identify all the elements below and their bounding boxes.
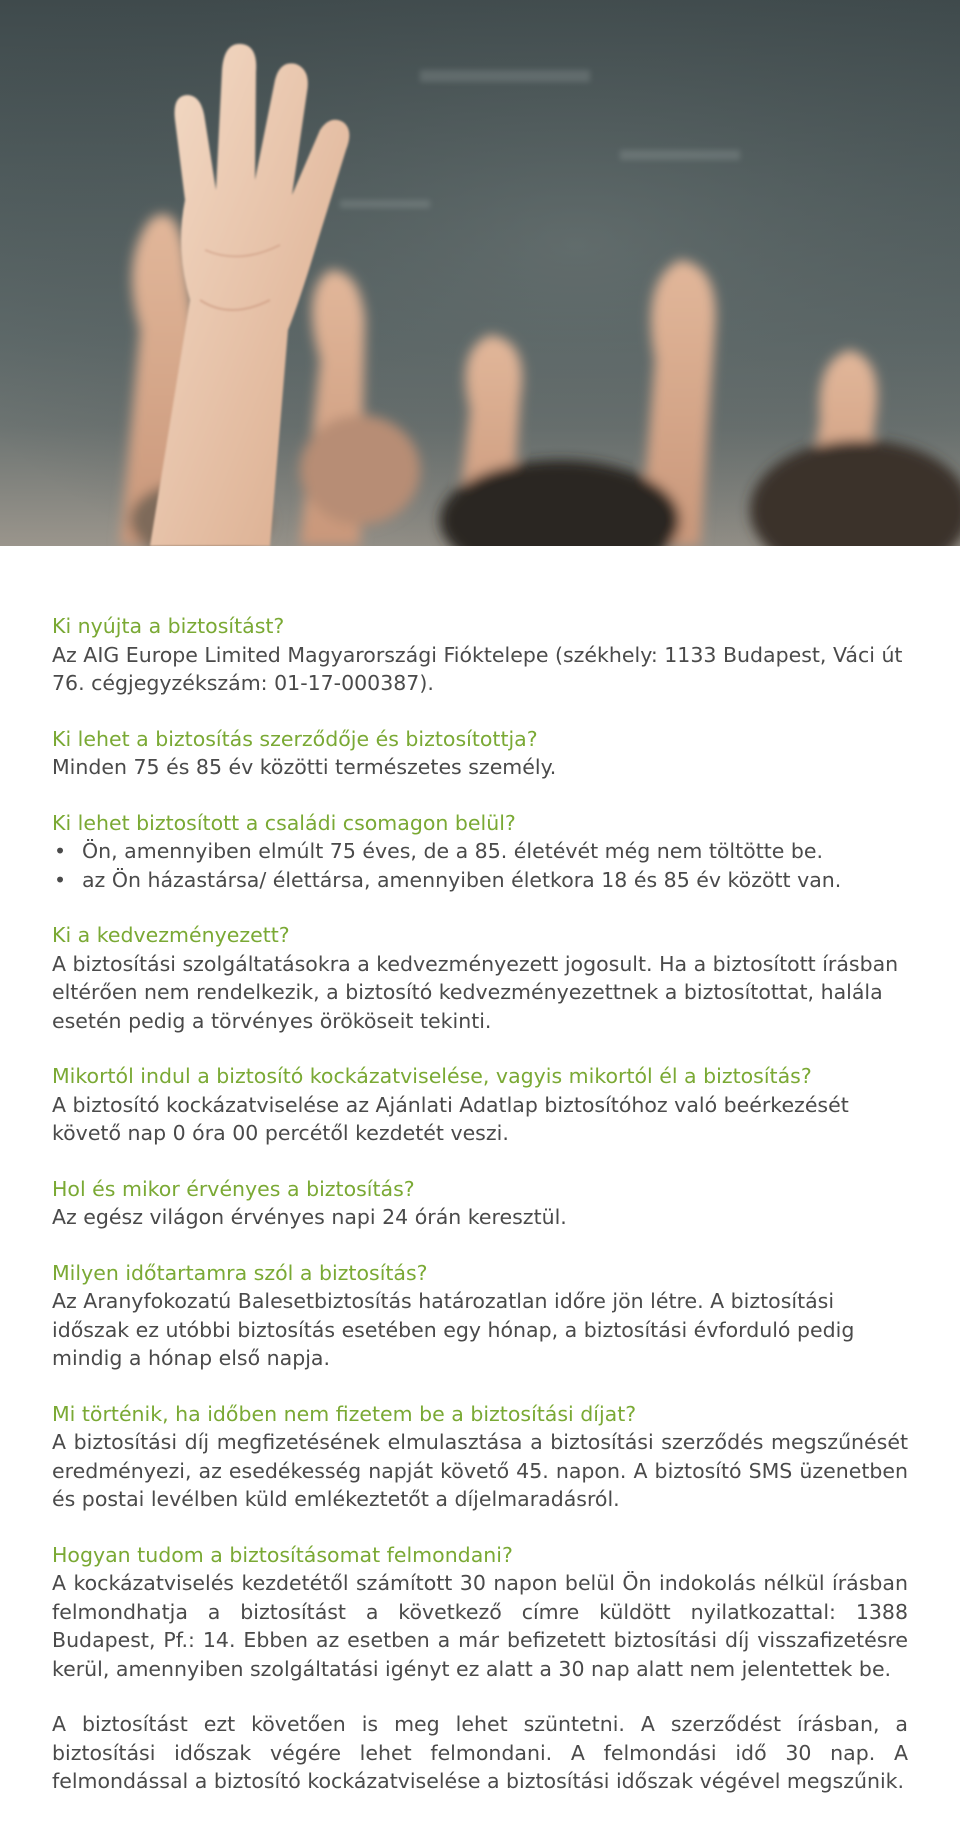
faq-question: Hol és mikor érvényes a biztosítás?	[52, 1176, 415, 1201]
faq-question: Milyen időtartamra szól a biztosítás?	[52, 1260, 428, 1285]
faq-question: Ki lehet a biztosítás szerződője és biztosítottja?	[52, 726, 538, 751]
raised-hands-photo-icon	[0, 0, 960, 546]
faq-answer: A kockázatviselés kezdetétől számított 30 napon belül Ön indokolás nélkül írásban felmondhatja a biztosítást a következő címre küldött nyilatkozattal: 1388 Budapest, Pf.: 14. Ebben az esetben a már befizetett biztosítási díj visszafizetésre kerül, amennyiben szolgáltatási igényt ez alatt a 30 nap alatt nem jelentettek be.	[52, 1571, 908, 1681]
faq-answer: Az Aranyfokozatú Balesetbiztosítás határozatlan időre jön létre. A biztosítási időszak ez utóbbi biztosítás esetében egy hónap, a biztosítási évforduló pedig mindig a hónap első napja.	[52, 1289, 855, 1370]
faq-bullet-item: • az Ön házastársa/ élettársa, amennyiben életkora 18 és 85 év között van.	[52, 866, 908, 895]
faq-section	[52, 1710, 908, 1796]
faq-section	[52, 1259, 908, 1373]
faq-question: Hogyan tudom a biztosításomat felmondani?	[52, 1542, 513, 1567]
hero-photo	[0, 0, 960, 546]
faq-section	[52, 1175, 908, 1232]
faq-question: Mi történik, ha időben nem fizetem be a biztosítási díjat?	[52, 1401, 637, 1426]
faq-answer: A biztosítást ezt követően is meg lehet szüntetni. A szerződést írásban, a biztosítási időszak végére lehet felmondani. A felmondási idő 30 nap. A felmondással a biztosító kockázatviselése a biztosítási időszak végével megszűnik.	[52, 1712, 908, 1793]
faq-question: Mikortól indul a biztosító kockázatviselése, vagyis mikortól él a biztosítás?	[52, 1064, 812, 1088]
faq-answer: Az egész világon érvényes napi 24 órán keresztül.	[52, 1205, 567, 1229]
faq-answer: A biztosító kockázatviselése az Ajánlati Adatlap biztosítóhoz való beérkezését követő nap 0 óra 00 percétől kezdetét veszi.	[52, 1092, 849, 1145]
faq-answer: A biztosítási szolgáltatásokra a kedvezményezett jogosult. Ha a biztosított írásban eltérően nem rendelkezik, a biztosító kedvezményezettnek a biztosítottat, halála esetén pedig a törvényes örököseit tekinti.	[52, 951, 899, 1033]
faq-section	[52, 1062, 908, 1148]
faq-content	[52, 612, 908, 1823]
faq-section	[52, 725, 908, 782]
faq-question: Ki lehet biztosított a családi csomagon belül?	[52, 810, 516, 835]
faq-section	[52, 809, 908, 895]
faq-bullet-item: • Ön, amennyiben elmúlt 75 éves, de a 85. életévét még nem töltötte be.	[52, 837, 908, 866]
faq-answer: A biztosítási díj megfizetésének elmulasztása a biztosítási szerződés megszűnését eredményezi, az esedékesség napját követő 45. napon. A biztosító SMS üzenetben és postai levélben küld emlékeztetőt a díjelmaradásról.	[52, 1430, 908, 1511]
faq-question: Ki nyújta a biztosítást?	[52, 614, 285, 638]
faq-section	[52, 921, 908, 1035]
faq-section	[52, 612, 908, 698]
faq-answer: Az AIG Europe Limited Magyarországi Fióktelepe (székhely: 1133 Budapest, Váci út 76. cégjegyzékszám: 01-17-000387).	[52, 642, 903, 695]
faq-section	[52, 1541, 908, 1684]
faq-answer: Minden 75 és 85 év közötti természetes személy.	[52, 755, 557, 779]
faq-question: Ki a kedvezményezett?	[52, 923, 290, 947]
faq-bullet-list	[52, 837, 908, 894]
faq-section	[52, 1400, 908, 1514]
